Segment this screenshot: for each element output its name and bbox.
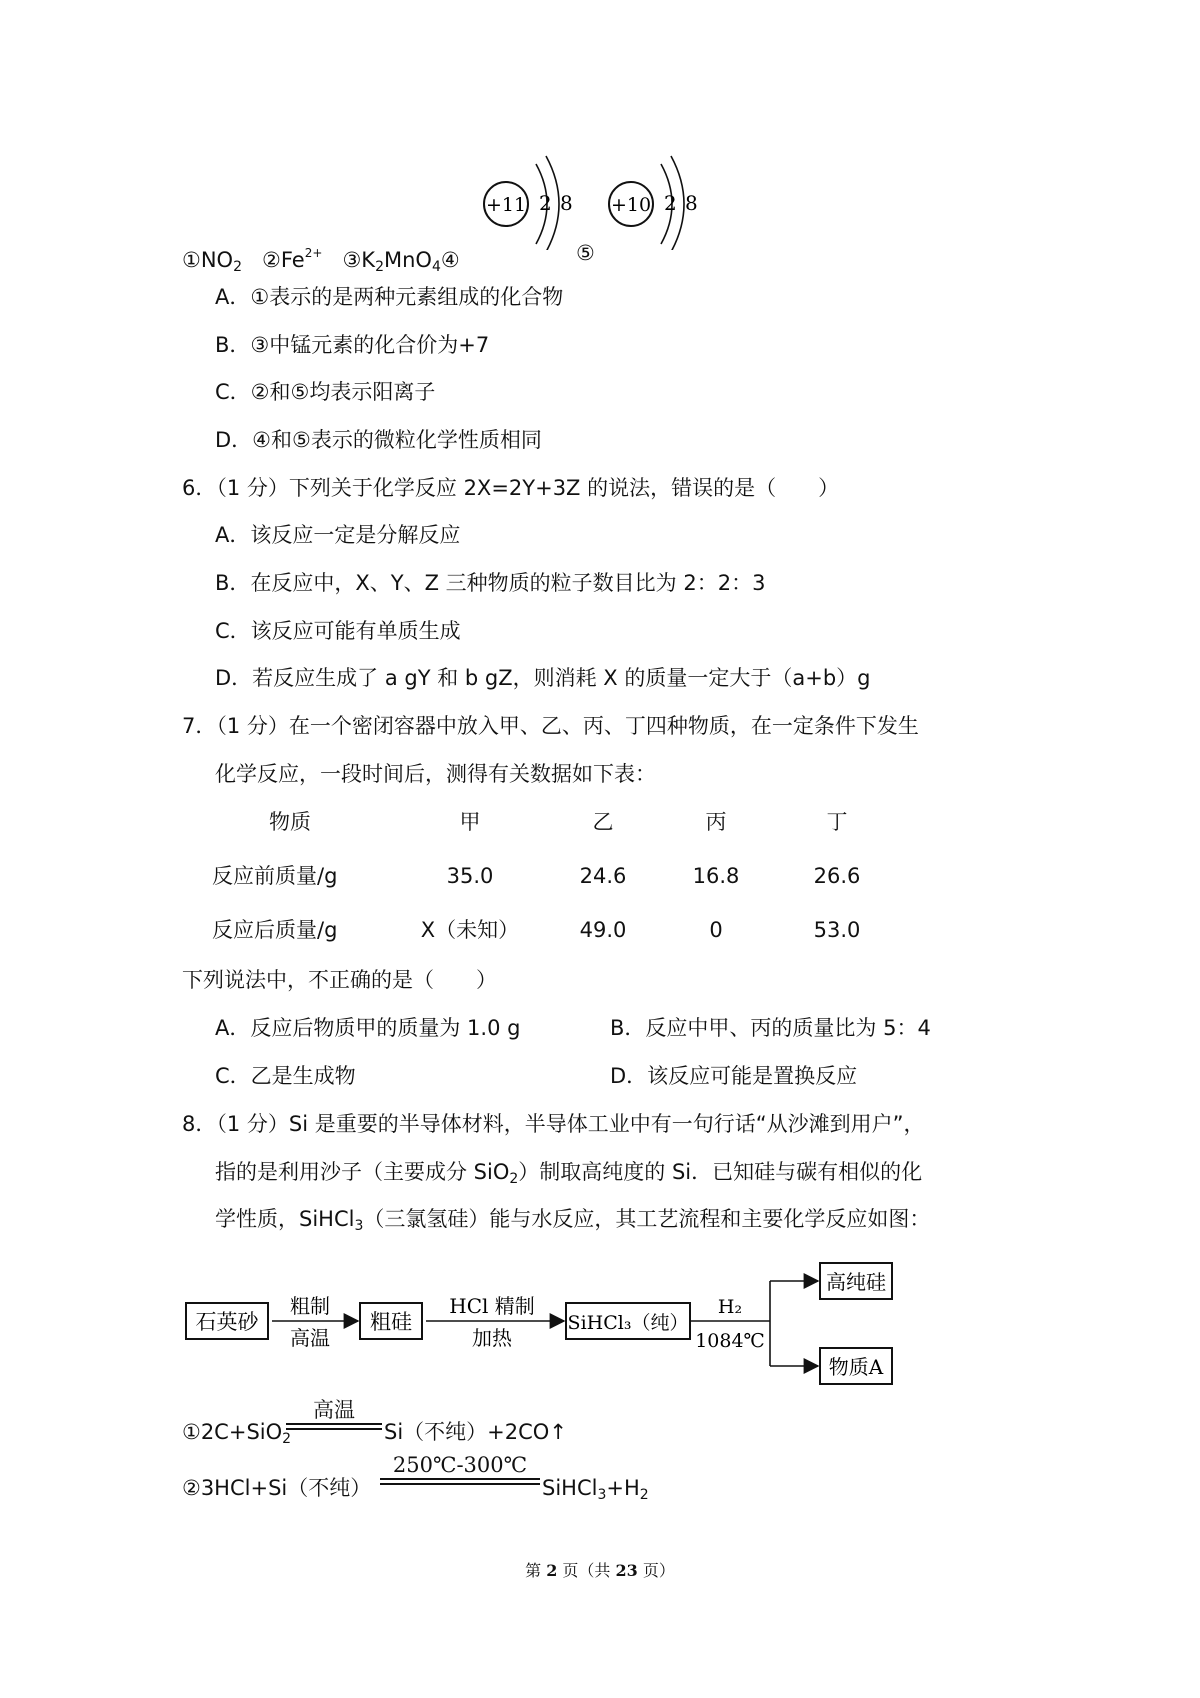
table-row1-ding: 26.6 — [813, 864, 861, 888]
q7-option-d: D．该反应可能是置换反应 — [610, 1064, 858, 1088]
q5-items-line: $①NO_2$ $②Fe^{2+}$ $③K_2MnO_4④$ — [182, 246, 460, 275]
q8-equation2-reactants: ②3HCl+Si（不纯） — [182, 1476, 372, 1500]
table-header-substance: 物质 — [269, 810, 311, 834]
item-k2mno4: ③K — [342, 248, 376, 272]
table-row2-jia: X（未知） — [420, 918, 520, 942]
page-number: 2 — [546, 1561, 558, 1580]
q7-option-b: B．反应中甲、丙的质量比为 5：4 — [610, 1016, 931, 1040]
q7-option-a: A．反应后物质甲的质量为 1.0 g — [215, 1016, 521, 1040]
q6-option-d: D．若反应生成了 a gY 和 b gZ，则消耗 X 的质量一定大于（a+b）g — [215, 666, 871, 690]
q8-equation1: ①2C+SiO$_2$ — [182, 1420, 292, 1447]
item-4-label: ④ — [440, 248, 460, 272]
flow-arrow1-bottom: 高温 — [290, 1326, 330, 1350]
item-no2: ①NO — [182, 248, 234, 272]
eq1-condition: 高温 — [286, 1397, 382, 1430]
q8-stem-line3: 学性质，SiHCl$_3$（三氯氢硅）能与水反应，其工艺流程和主要化学反应如图： — [215, 1207, 931, 1234]
q5-option-d: D．④和⑤表示的微粒化学性质相同 — [215, 428, 542, 452]
atom-structure-diagram-5 — [607, 150, 707, 250]
atom4-shell2: 8 — [560, 191, 573, 215]
q6-option-a: A．该反应一定是分解反应 — [215, 523, 461, 547]
table-row2-ding: 53.0 — [813, 918, 861, 942]
q6-stem: 6．（1 分）下列关于化学反应 2X=2Y+3Z 的说法，错误的是（ ） — [182, 476, 840, 500]
page-footer: 第 2 页（共 23 页） — [525, 1561, 675, 1580]
q5-option-a: A．①表示的是两种元素组成的化合物 — [215, 285, 564, 309]
atom4-nucleus: +11 — [485, 194, 527, 216]
q7-stem-line2: 化学反应，一段时间后，测得有关数据如下表： — [215, 762, 656, 786]
flow-box-substance-a-label: 物质A — [828, 1355, 884, 1379]
table-header-ding: 丁 — [826, 810, 848, 834]
atom-structure-diagram-4 — [482, 150, 582, 250]
table-row1-label: 反应前质量/g — [212, 864, 338, 888]
flow-box-high-purity-silicon-label: 高纯硅 — [826, 1270, 886, 1294]
item-5-label: ⑤ — [576, 241, 595, 265]
page-total: 23 — [615, 1561, 638, 1580]
flow-arrow1-top: 粗制 — [290, 1294, 330, 1318]
table-header-bing: 丙 — [705, 810, 727, 834]
flow-arrow3-bottom: 1084℃ — [695, 1330, 765, 1352]
q8-stem-line1: 8．（1 分）Si 是重要的半导体材料，半导体工业中有一句行话“从沙滩到用户”， — [182, 1112, 925, 1136]
atom4-shell1: 2 — [539, 191, 552, 215]
flow-box-crude-silicon-label: 粗硅 — [370, 1310, 412, 1334]
q7-stem-line1: 7．（1 分）在一个密闭容器中放入甲、乙、丙、丁四种物质，在一定条件下发生 — [182, 714, 919, 738]
q7-question: 下列说法中，不正确的是（ ） — [182, 968, 497, 992]
q6-option-c: C．该反应可能有单质生成 — [215, 619, 461, 643]
flow-box-quartz-sand-label: 石英砂 — [195, 1310, 259, 1334]
table-row1-bing: 16.8 — [692, 864, 740, 888]
table-row2-bing: 0 — [709, 918, 723, 942]
eq2-condition: 250℃-300℃ — [380, 1452, 540, 1485]
q8-equation1-products: Si（不纯）+2CO↑ — [384, 1420, 567, 1444]
flow-arrow3-top: H₂ — [717, 1296, 743, 1318]
table-row2-yi: 49.0 — [579, 918, 627, 942]
q5-option-c: C．②和⑤均表示阳离子 — [215, 380, 436, 404]
q6-option-b: B．在反应中，X、Y、Z 三种物质的粒子数目比为 2：2：3 — [215, 571, 766, 595]
table-row1-jia: 35.0 — [446, 864, 494, 888]
flow-arrow2-bottom: 加热 — [472, 1326, 512, 1350]
process-flow-diagram — [180, 1255, 900, 1390]
q8-stem-line2: 指的是利用沙子（主要成分 SiO$_2$）制取高纯度的 Si．已知硅与碳有相似的化 — [215, 1160, 923, 1187]
table-row2-label: 反应后质量/g — [212, 918, 338, 942]
q5-option-b: B．③中锰元素的化合价为+7 — [215, 333, 490, 357]
atom5-nucleus: +10 — [610, 194, 652, 216]
atom5-shell1: 2 — [664, 191, 677, 215]
q7-option-c: C．乙是生成物 — [215, 1064, 356, 1088]
q8-equation2-products: $SiHCl_3+H_2$ — [542, 1476, 649, 1503]
table-row1-yi: 24.6 — [579, 864, 627, 888]
table-header-jia: 甲 — [459, 810, 481, 834]
flow-arrow2-top: HCl 精制 — [449, 1294, 535, 1318]
flow-box-sihcl3-label: SiHCl₃（纯） — [567, 1312, 689, 1334]
atom5-shell2: 8 — [685, 191, 698, 215]
table-header-yi: 乙 — [592, 810, 614, 834]
item-fe-ion: ②Fe — [262, 248, 305, 272]
